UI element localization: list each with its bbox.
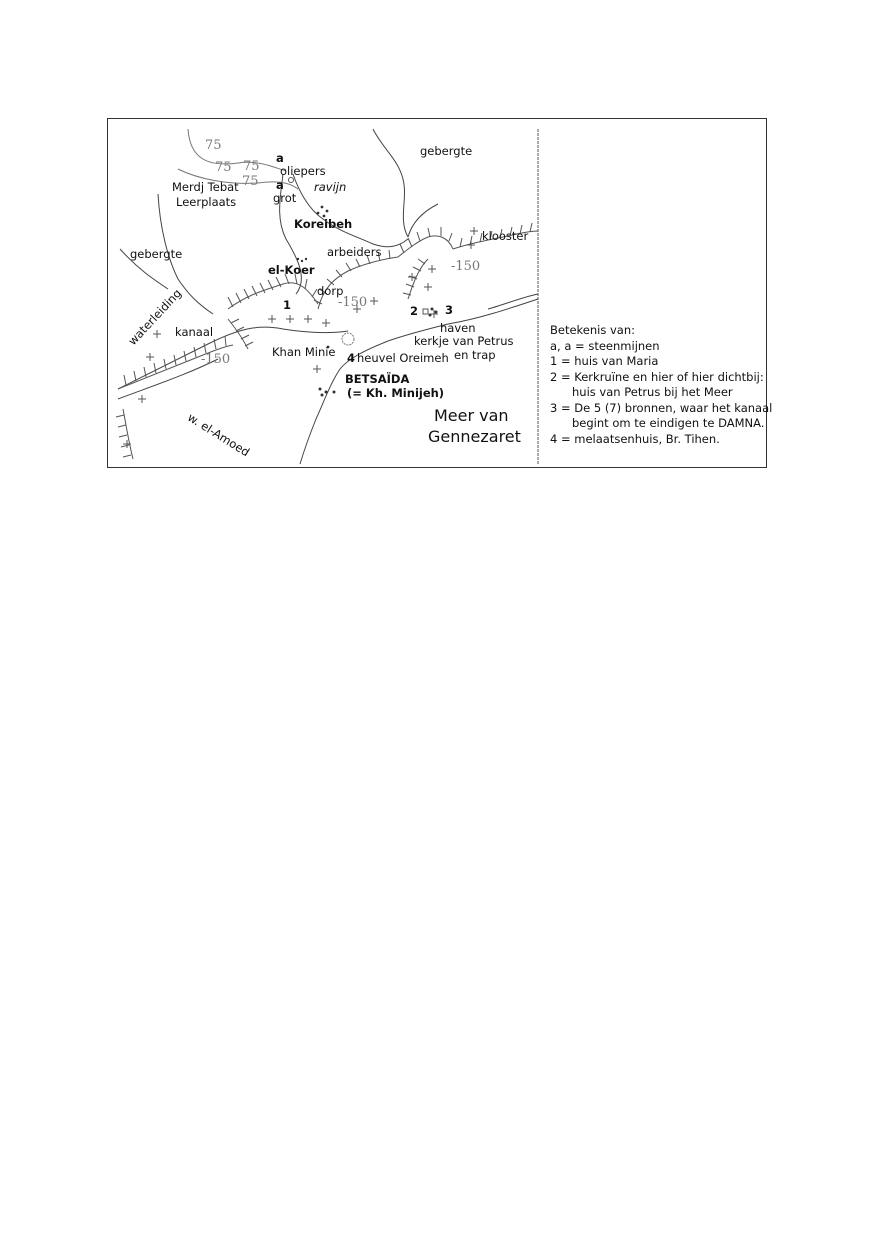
label-quarry-a1: a — [276, 151, 284, 165]
label-klooster: klooster — [482, 229, 529, 243]
label-waterleiding: waterleiding — [125, 286, 185, 348]
label-arbeiders: arbeiders — [327, 245, 382, 259]
label-marker-1: 1 — [283, 298, 292, 312]
legend-item: a, a = steenmijnen — [550, 338, 660, 353]
contour-label-150: -150 — [451, 259, 481, 274]
label-marker-2: 2 — [410, 304, 419, 318]
legend-item: 3 = De 5 (7) bronnen, waar het kanaal — [550, 400, 773, 415]
label-w-el-amoed: w. el-Amoed — [185, 410, 253, 460]
label-koreibeh: Koreibeh — [294, 217, 353, 231]
contour-label-75: 75 — [205, 138, 222, 153]
label-quarry-a2: a — [276, 178, 284, 192]
stream-line — [293, 174, 408, 247]
legend-title: Betekenis van: — [550, 323, 636, 337]
label-meer-van: Meer van — [434, 406, 509, 425]
contour-75-line — [188, 129, 286, 174]
legend-item: begint om te eindigen te DAMNA. — [572, 416, 765, 430]
label-haven: haven — [440, 321, 476, 335]
contour-label-150: -150 — [338, 295, 368, 310]
label-leerplaats: Leerplaats — [176, 195, 237, 209]
label-ravijn: ravijn — [314, 180, 347, 194]
label-marker-3: 3 — [445, 303, 454, 317]
klooster-marker — [467, 241, 475, 249]
label-gennezaret: Gennezaret — [428, 427, 521, 446]
map-frame — [107, 118, 773, 468]
stream-line — [408, 204, 438, 237]
label-gebergte-ne: gebergte — [420, 144, 473, 158]
label-oliepers: oliepers — [280, 164, 326, 178]
label-marker-4: 4 — [347, 351, 356, 365]
label-betsaida: BETSAÏDA — [345, 372, 410, 386]
legend-item: 1 = huis van Maria — [550, 354, 659, 368]
label-merdj-tebat: Merdj Tebat — [172, 180, 239, 194]
label-kerkje-van-petrus: kerkje van Petrus — [414, 334, 514, 348]
label-kh-minijeh: (= Kh. Minijeh) — [347, 386, 445, 400]
label-dorp: dorp — [317, 284, 344, 298]
label-grot: grot — [273, 191, 297, 205]
legend-item: 4 = melaatsenhuis, Br. Tihen. — [550, 431, 720, 446]
contour-label-75: 75 — [243, 159, 260, 174]
contour-label-75: 75 — [215, 160, 232, 175]
label-gebergte-w: gebergte — [130, 247, 183, 261]
stream-line — [373, 129, 408, 237]
church-marker — [423, 309, 428, 314]
contour-label-150: -150 — [201, 352, 231, 367]
hill-marker — [342, 333, 354, 345]
label-en-trap: en trap — [454, 348, 496, 362]
legend-item: huis van Petrus bij het Meer — [572, 385, 733, 399]
label-heuvel-oreimeh: heuvel Oreimeh — [357, 351, 449, 365]
label-kanaal: kanaal — [175, 325, 214, 339]
contour-label-75: 75 — [242, 174, 259, 189]
label-khan-minie: Khan Minie — [272, 345, 336, 359]
map-legend — [550, 323, 772, 447]
legend-item: 2 = Kerkruïne en hier of hier dichtbij: — [550, 369, 764, 384]
label-el-koer: el-Koer — [268, 263, 315, 277]
cave-marker — [289, 178, 294, 183]
